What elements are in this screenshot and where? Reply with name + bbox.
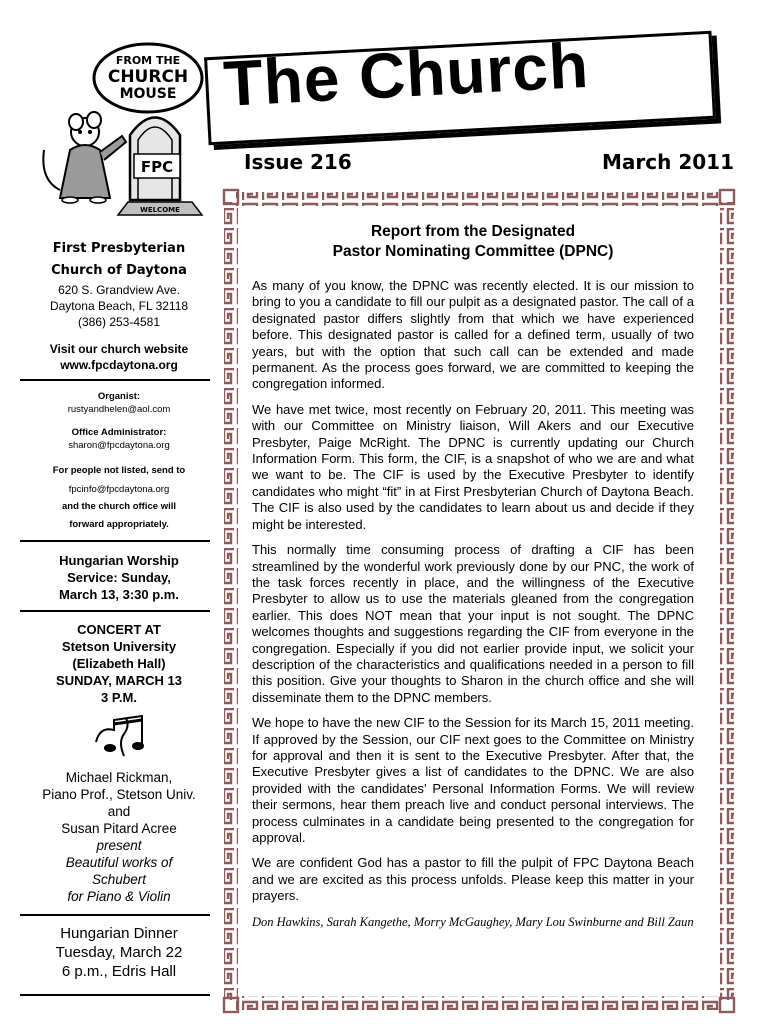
dinner-line3: 6 p.m., Edris Hall <box>61 963 177 980</box>
logo-line1: FROM THE <box>115 54 181 67</box>
article-paragraph: We are confident God has a pastor to fill the pulpit of FPC Daytona Beach and we are excited as this process unfolds. Please keep this matter in your prayers. <box>252 855 694 904</box>
sidebar-divider <box>20 379 210 381</box>
performer-line5: present <box>96 838 142 853</box>
performer-line2: Piano Prof., Stetson Univ. <box>42 787 196 802</box>
dinner-line1: Hungarian Dinner <box>60 925 178 942</box>
concert-line4: SUNDAY, MARCH 13 <box>56 673 182 688</box>
logo-sign: FPC <box>140 158 174 176</box>
concert-line1: CONCERT AT <box>77 622 161 637</box>
concert-line2: Stetson University <box>61 639 177 654</box>
article-headline <box>252 222 694 262</box>
website-label: Visit our church website <box>49 342 189 356</box>
performer-line3: and <box>107 804 131 819</box>
performer-line6: Beautiful works of <box>65 855 173 870</box>
performer-line1: Michael Rickman, <box>65 770 173 785</box>
hungarian-worship-line2: Service: Sunday, <box>67 570 171 585</box>
concert-line3: (Elizabeth Hall) <box>72 656 166 671</box>
article-paragraph: We have met twice, most recently on February 20, 2011. This meeting was with our Committee on Ministry liaison, Will Akers and our Executive Presbyter, Paige McRight. The DPNC is currently updating our Church Information Form. This form, the CIF, is a snapshot of who we are and what we want to be. The CIF is used by the Executive Presbyter to identify candidates who might “fit” in at First Presbyterian Church of Daytona Beach. The CIF is also used by the candidates to learn about us and decide if they might be interested. <box>252 401 694 532</box>
headline-line2: Pastor Nominating Committee (DPNC) <box>332 243 614 260</box>
forward-line1: and the church office will <box>61 501 176 512</box>
phone: (386) 253-4581 <box>77 315 161 329</box>
church-mouse-logo <box>30 40 220 225</box>
performer-line4: Susan Pitard Acree <box>61 821 177 836</box>
headline-line1: Report from the Designated <box>370 223 576 240</box>
sidebar-divider <box>20 610 210 612</box>
address-line1: 620 S. Grandview Ave. <box>58 283 180 297</box>
church-name-line2: Church of Daytona <box>51 263 187 278</box>
performer-line8: for Piano & Violin <box>67 889 171 904</box>
issue-date: March 2011 <box>602 150 734 174</box>
music-notes-icon <box>92 712 152 760</box>
church-name-line1: First Presbyterian <box>52 241 186 256</box>
article <box>252 222 694 939</box>
hungarian-worship-line3: March 13, 3:30 p.m. <box>59 587 179 602</box>
concert-line5: 3 P.M. <box>101 690 137 705</box>
office-label: Office Administrator: <box>71 427 167 438</box>
logo-line3: MOUSE <box>119 86 177 102</box>
logo-line2: CHURCH <box>107 67 189 87</box>
dinner-line2: Tuesday, March 22 <box>55 944 183 961</box>
sidebar-divider <box>20 994 210 996</box>
info-email[interactable]: fpcinfo@fpcdaytona.org <box>68 484 170 495</box>
forward-line2: forward appropriately. <box>69 519 169 530</box>
issue-number: Issue 216 <box>244 150 352 174</box>
article-paragraph: This normally time consuming process of drafting a CIF has been streamlined by the wonderful work previously done by our PNC, the work of the task forces recently in place, and the willingness of the Executive Presbyter to allow us to use the materials gleaned from the congregation earlier. This does NOT mean that your input is not sought. The DPNC welcomes thoughts and suggestions regarding the CIF from everyone in the congregation. Especially if you did not earlier provide input, we solicit your description of the characteristics and qualifications needed in a person to fill this position. Give your thoughts to Sharon in the church office and she will disseminate them to the DPNC members. <box>252 542 694 705</box>
article-signature: Don Hawkins, Sarah Kangethe, Morry McGaughey, Mary Lou Swinburne and Bill Zaun <box>252 914 694 929</box>
masthead-title: The Church <box>221 28 591 120</box>
performer-line7: Schubert <box>91 872 147 887</box>
address-line2: Daytona Beach, FL 32118 <box>49 299 189 313</box>
website-link[interactable]: www.fpcdaytona.org <box>60 358 178 372</box>
logo-mat: WELCOME <box>140 206 180 214</box>
article-paragraph: We hope to have the new CIF to the Session for its March 15, 2011 meeting. If approved by the Session, our CIF next goes to the Committee on Ministry for approval and then it is sent to the Executive Presbyter. After that, the Executive Presbyter gives a list of candidates to the DPNC. We are also provided with the candidates’ Personal Information Forms. We will review their sermons, hear them preach live and conduct personal interviews. The process culminates in a candidate being presented to the congregation for approval. <box>252 715 694 845</box>
hungarian-worship-line1: Hungarian Worship <box>59 553 179 568</box>
sidebar-divider <box>20 914 210 916</box>
office-email[interactable]: sharon@fpcdaytona.org <box>68 440 170 451</box>
sidebar-divider <box>20 540 210 542</box>
unlisted-label: For people not listed, send to <box>52 465 186 476</box>
organist-email[interactable]: rustyandhelen@aol.com <box>67 404 171 415</box>
organist-label: Organist: <box>97 391 141 402</box>
article-paragraph: As many of you know, the DPNC was recently elected. It is our mission to bring to you a candidate to fill our pulpit as a designated pastor. The call of a designated pastor differs slightly from that which we have experienced before. This designated pastor is called for a defined term, usually of two years, but with the option that such call can be extended and made permanent. As the process goes forward, we are committed to keeping the congregation informed. <box>252 278 694 392</box>
